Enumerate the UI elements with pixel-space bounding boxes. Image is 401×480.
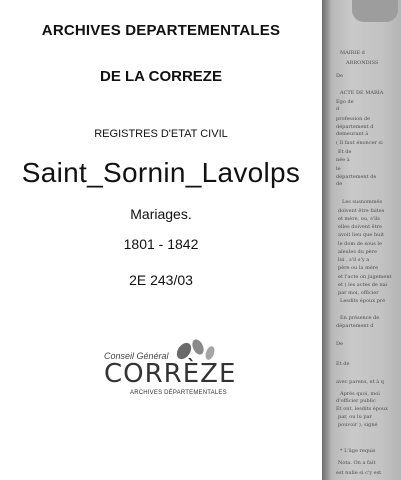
scanned-text-line: Lesdits époux pré [340, 298, 386, 304]
scanned-text-line: Et ont, lesdits époux [336, 406, 388, 412]
scanned-text-line: département d [336, 323, 374, 329]
scanned-text-line: née à [336, 157, 350, 163]
scanned-text-line: ACTE DE MARIA [340, 90, 384, 96]
scanned-text-line: * L'âge requis [340, 448, 376, 454]
scanned-text-line: père ou la mère [338, 265, 379, 271]
archive-reference: 2E 243/03 [129, 272, 193, 288]
scanned-text-line: et ( les actes de nai [338, 282, 388, 288]
scanned-text-line: demeurant à [336, 131, 369, 137]
scanned-text-line: profession de [336, 116, 371, 122]
scanned-text-line: MAIRIE d [340, 50, 365, 56]
stamp-icon [352, 0, 398, 22]
scanned-text-line: Nota. On a fait [338, 460, 376, 466]
scanned-text-line: De [336, 341, 343, 347]
scanned-text-line: Ego de [336, 99, 354, 105]
scanned-text-line: et l'acte on jugement [338, 274, 392, 280]
scanned-text-line: elles doivent être [338, 224, 383, 230]
scanned-text-line: par, ou lu par [338, 414, 373, 420]
registry-type: REGISTRES D'ETAT CIVIL [94, 128, 228, 140]
correze-logo [104, 337, 237, 397]
scanned-text-line: De [336, 73, 343, 79]
logo-subtitle: ARCHIVES DÉPARTEMENTALES [130, 390, 227, 396]
scanned-text-line: Et de [336, 361, 350, 367]
scanned-text-line: pouvoir ), signé [338, 422, 378, 428]
scanned-text-line: doivent être faites [338, 208, 385, 214]
date-range: 1801 - 1842 [123, 236, 199, 252]
scanned-text-line: et mère, ou, s'ils [338, 216, 380, 222]
scanned-text-line: département de [336, 174, 377, 180]
scanned-text-line: est nulle si c'y est [336, 470, 382, 476]
scanned-text-line: Après quoi, moi [340, 391, 380, 397]
scanned-register-page [322, 0, 401, 480]
logo-council-label: Conseil Général [104, 351, 169, 361]
scanned-text-line: par moi, officier [338, 290, 379, 296]
scanned-text-line: d'officier public [336, 398, 376, 404]
logo-wordmark: CORRÈZE [104, 359, 237, 389]
scanned-text-line: aïeules du père [338, 249, 377, 255]
scanned-text-line: avoit lieu que huit [338, 232, 384, 238]
scanned-text-line: le dom de sous le [338, 241, 382, 247]
scanned-text-line: ARRONDISS [346, 60, 379, 66]
scanned-text-line: d [336, 106, 340, 112]
scanned-text-line: Et de [338, 149, 352, 155]
scanned-text-line: département d [336, 124, 374, 130]
scanned-text-line: avec parens, et à q [336, 379, 384, 385]
commune-name: Saint_Sornin_Lavolps [21, 157, 301, 188]
scanned-text-line: Les susnommés [342, 199, 383, 205]
scanned-text-line: En présence de [340, 315, 380, 321]
archives-title: ARCHIVES DEPARTEMENTALES [41, 22, 281, 39]
act-type: Mariages. [130, 206, 192, 222]
scanned-text-line: de [336, 181, 343, 187]
scanned-text-line: le [336, 166, 341, 172]
scanned-text-line: ( Il faut énoncer si [336, 140, 383, 146]
scanned-text-line: lui , s'il s'y a [338, 257, 370, 263]
department-title: DE LA CORREZE [100, 68, 222, 85]
